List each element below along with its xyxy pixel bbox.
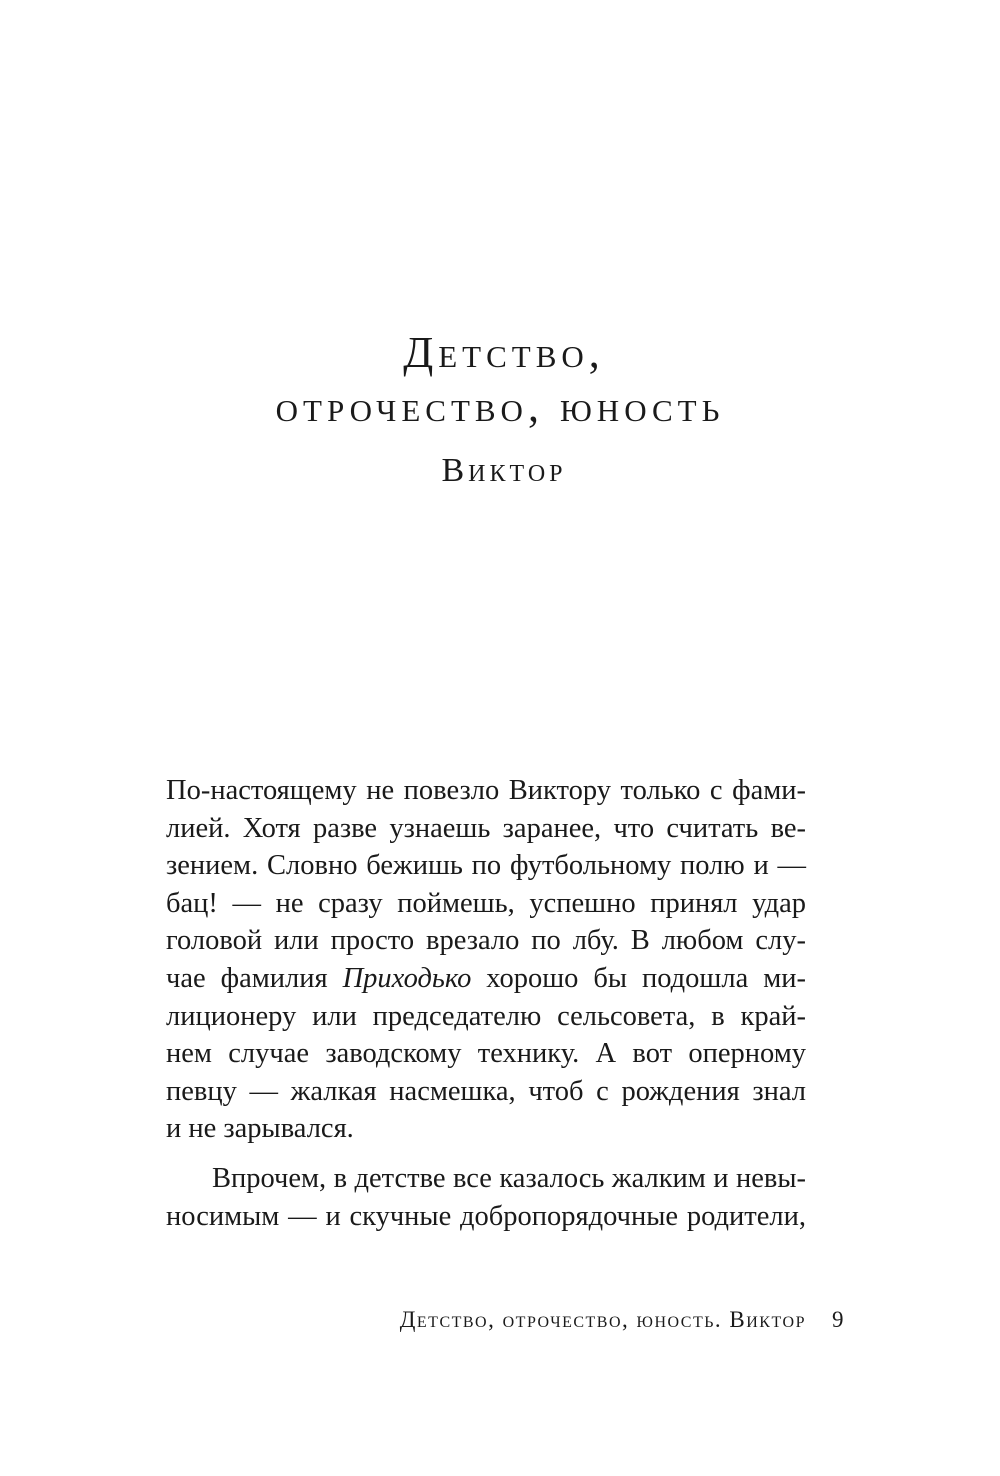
chapter-body-text	[166, 772, 806, 1235]
page-number: 9	[832, 1307, 844, 1332]
chapter-subtitle: Виктор	[441, 452, 567, 489]
text-line	[166, 960, 806, 998]
text-line: нем случае заводскому технику. А вот оперному	[166, 1038, 806, 1070]
running-footer-title	[0, 1307, 806, 1333]
italic-surname: Приходько	[342, 962, 472, 994]
running-title-text: Детство, отрочество, юность. Виктор	[399, 1307, 806, 1332]
text-line: головой или просто врезало по лбу. В любом слу-	[166, 925, 806, 957]
text-fragment: чае фамилия	[166, 962, 343, 994]
text-line: лиционеру или председателю сельсовета, в край-	[166, 1000, 806, 1032]
text-line: певцу — жалкая насмешка, чтоб с рождения знал	[166, 1075, 806, 1107]
text-line: зением. Словно бежишь по футбольному полю и —	[166, 850, 806, 882]
text-line: бац! — не сразу поймешь, успешно принял удар	[166, 887, 806, 919]
paragraph-1	[166, 772, 806, 1148]
text-line: лией. Хотя разве узнаешь заранее, что считать ве-	[166, 812, 806, 844]
chapter-heading	[0, 326, 1000, 490]
text-fragment: хорошо бы подошла ми-	[471, 962, 806, 994]
text-line: носимым — и скучные добропорядочные родители,	[166, 1200, 806, 1232]
paragraph-spacing	[166, 1148, 806, 1160]
text-line: и не зарывался.	[166, 1113, 354, 1145]
paragraph-2	[166, 1160, 806, 1235]
text-line: По-настоящему не повезло Виктору только с фами-	[166, 775, 806, 806]
text-line: Впрочем, в детстве все казалось жалким и невы-	[212, 1162, 806, 1194]
chapter-title-line-1: Детство,	[403, 328, 605, 377]
chapter-title-line-2: отрочество, юность	[275, 382, 725, 431]
